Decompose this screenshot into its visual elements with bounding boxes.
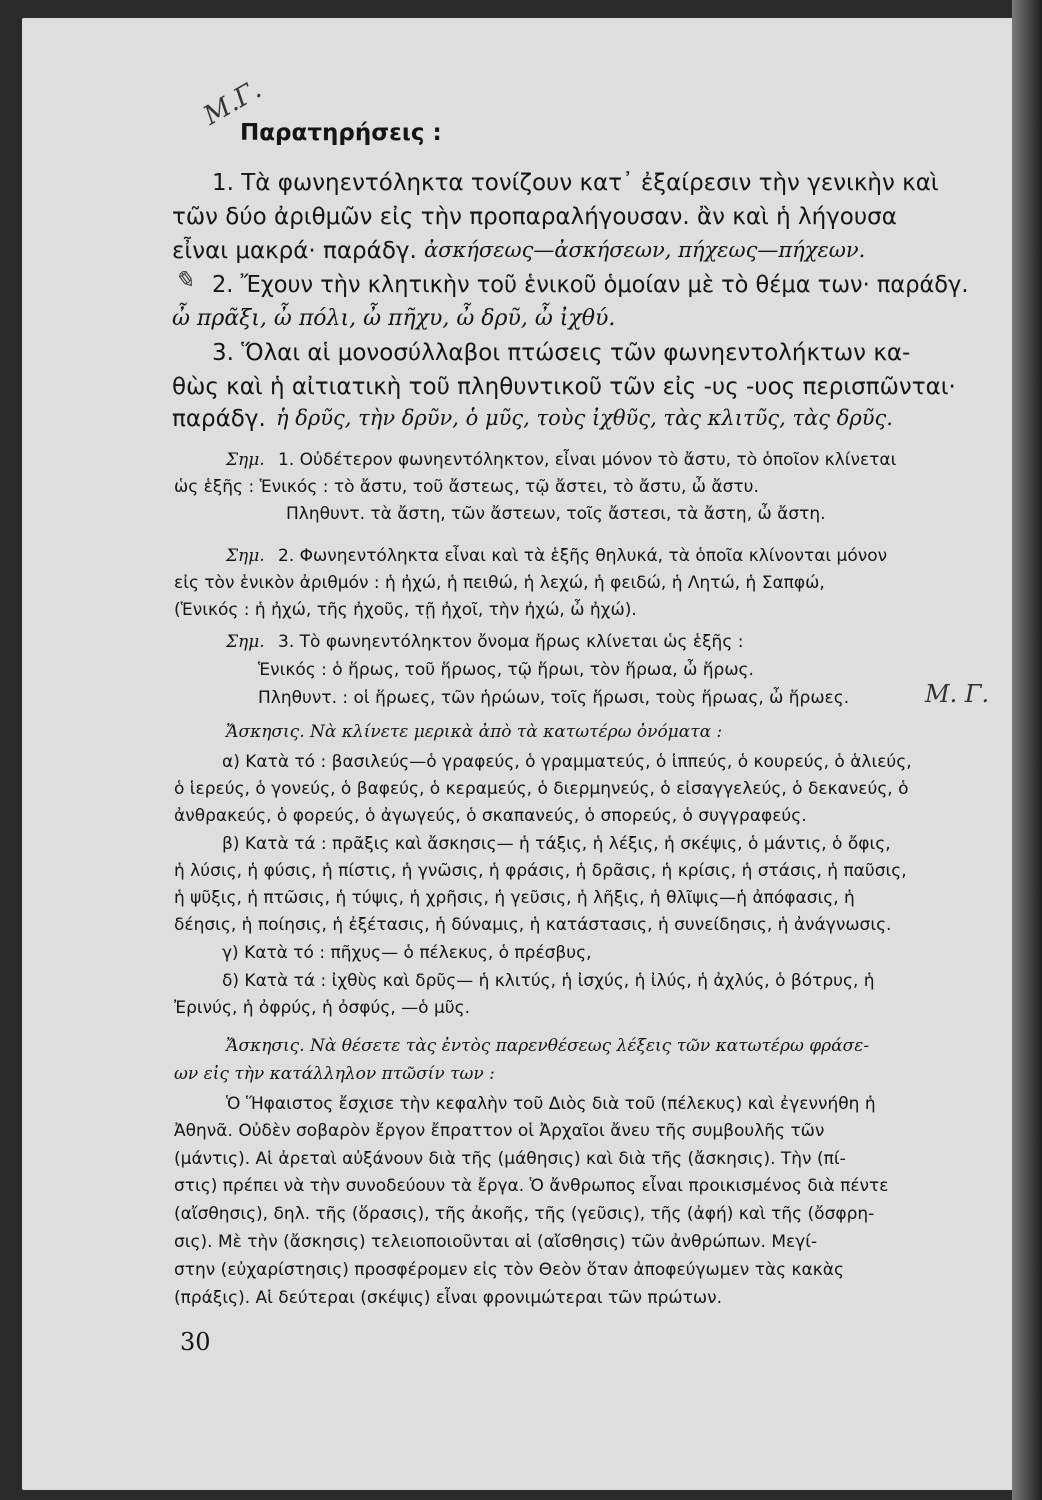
handwritten-initials-top: Μ.Γ.: [198, 74, 267, 132]
note2-line-3: (Ἑνικός : ἡ ἠχώ, τῆς ἠχοῦς, τῇ ἠχοῖ, τὴν ἠχώ, ὦ ἠχώ).: [174, 600, 637, 620]
note3-line-2: Ἑνικός : ὁ ἥρως, τοῦ ἥρωος, τῷ ἥρωι, τὸν ἥρωα, ὦ ἥρως.: [258, 660, 754, 680]
obs3-lead: παράδγ.: [172, 406, 266, 432]
obs2-text: 2. Ἔχουν τὴν κλητικὴν τοῦ ἑνικοῦ ὁμοίαν μὲ τὸ θέμα των· παράδγ.: [212, 272, 969, 298]
exercise2-line-2: Ἀθηνᾶ. Οὐδὲν σοβαρὸν ἔργον ἔπραττον οἱ Ἀρχαῖοι ἄνευ τῆς συμβουλῆς τῶν: [174, 1121, 825, 1141]
exercise1-line-5: ἡ λύσις, ἡ φύσις, ἡ πίστις, ἡ γνῶσις, ἡ φράσις, ἡ δρᾶσις, ἡ κρίσις, ἡ στάσις, ἡ παῦσις,: [174, 861, 907, 881]
exercise1-line-4: β) Κατὰ τά : πρᾶξις καὶ ἄσκησις— ἡ τάξις, ἡ λέξις, ἡ σκέψις, ὁ μάντις, ὁ ὄφις,: [222, 834, 891, 854]
section-heading: Παρατηρήσεις :: [240, 120, 442, 146]
exercise2-title-2: ων εἰς τὴν κατάλληλον πτῶσίν των :: [174, 1064, 495, 1084]
note3-label: Σημ.: [226, 632, 265, 652]
note2-line-2: εἰς τὸν ἑνικὸν ἀριθμόν : ἡ ἠχώ, ἡ πειθώ, ἡ λεχώ, ἡ φειδώ, ἡ Λητώ, ἡ Σαπφώ,: [174, 573, 825, 593]
obs1-line-2: τῶν δύο ἀριθμῶν εἰς τὴν προπαραλήγουσαν. ἂν καὶ ἡ λήγουσα: [172, 204, 897, 230]
obs1-line-3: εἶναι μακρά· παράδγ.: [172, 238, 417, 264]
note3-line-3: Πληθυντ. : οἱ ἥρωες, τῶν ἡρώων, τοῖς ἥρωσι, τοὺς ἥρωας, ὦ ἥρωες.: [258, 688, 850, 708]
obs1-examples: ἀσκήσεως—ἀσκήσεων, πήχεως—πήχεων.: [424, 238, 866, 262]
exercise2-line-8: (πράξις). Αἱ δεύτεραι (σκέψις) εἶναι φρονιμώτεραι τῶν πρώτων.: [174, 1288, 722, 1308]
note3-line-1: 3. Τὸ φωνηεντόληκτον ὄνομα ἥρως κλίνεται ὡς ἑξῆς :: [278, 632, 744, 652]
note2-line-1: 2. Φωνηεντόληκτα εἶναι καὶ τὰ ἑξῆς θηλυκά, τὰ ὁποῖα κλίνονται μόνον: [278, 546, 888, 566]
handwritten-initials-right: Μ. Γ.: [925, 680, 990, 708]
exercise1-line-2: ὁ ἱερεύς, ὁ γονεύς, ὁ βαφεύς, ὁ κεραμεύς, ὁ διερμηνεύς, ὁ εἰσαγγελεύς, ὁ δεκανεύς, ὁ: [174, 779, 909, 799]
exercise1-line-3: ἀνθρακεύς, ὁ φορεύς, ὁ ἀγωγεύς, ὁ σκαπανεύς, ὁ σπορεύς, ὁ συγγραφεύς.: [174, 806, 807, 826]
exercise1-line-9: δ) Κατὰ τά : ἰχθὺς καὶ δρῦς— ἡ κλιτύς, ἡ ἰσχύς, ἡ ἰλύς, ἡ ἀχλύς, ὁ βότρυς, ἡ: [222, 971, 875, 991]
exercise2-title-1: Ἄσκησις. Νὰ θέσετε τὰς ἐντὸς παρενθέσεως λέξεις τῶν κατωτέρω φράσε-: [226, 1036, 870, 1056]
exercise1-line-6: ἡ ψῦξις, ἡ πτῶσις, ἡ τύψις, ἡ χρῆσις, ἡ γεῦσις, ἡ λῆξις, ἡ θλῖψις—ἡ ἀπόφασις, ἡ: [174, 888, 855, 908]
exercise2-line-7: στην (εὐχαρίστησις) προσφέρομεν εἰς τὸν Θεὸν ὅταν ἀποφεύγωμεν τὰς κακὰς: [174, 1260, 844, 1280]
exercise2-line-6: σις). Μὲ τὴν (ἄσκησις) τελειοποιοῦνται αἱ (αἴσθησις) τῶν ἀνθρώπων. Μεγί-: [174, 1232, 818, 1252]
exercise2-line-3: (μάντις). Αἱ ἀρεταὶ αὐξάνουν διὰ τῆς (μάθησις) καὶ διὰ τῆς (ἄσκησις). Τὴν (πί-: [174, 1149, 846, 1169]
exercise1-title: Ἄσκησις. Νὰ κλίνετε μερικὰ ἀπὸ τὰ κατωτέρω ὀνόματα :: [226, 722, 723, 742]
handwritten-mark-obs2: ✎: [174, 266, 195, 294]
note1-line-2: ὡς ἑξῆς : Ἑνικός : τὸ ἄστυ, τοῦ ἄστεως, τῷ ἄστει, τὸ ἄστυ, ὦ ἄστυ.: [174, 477, 759, 497]
note1-line-1: 1. Οὐδέτερον φωνηεντόληκτον, εἶναι μόνον τὸ ἄστυ, τὸ ὁποῖον κλίνεται: [278, 450, 897, 470]
page-number: 30: [180, 1328, 211, 1356]
note1-label: Σημ.: [226, 450, 265, 470]
note1-line-3: Πληθυντ. τὰ ἄστη, τῶν ἄστεων, τοῖς ἄστεσι, τὰ ἄστη, ὦ ἄστη.: [286, 504, 826, 524]
note2-label: Σημ.: [226, 546, 265, 566]
obs3-line-2: θὼς καὶ ἡ αἰτιατικὴ τοῦ πληθυντικοῦ τῶν εἰς -υς -υος περισπῶνται·: [172, 374, 956, 400]
exercise1-line-8: γ) Κατὰ τό : πῆχυς— ὁ πέλεκυς, ὁ πρέσβυς,: [222, 943, 592, 963]
exercise2-line-4: στις) πρέπει νὰ τὴν συνοδεύουν τὰ ἔργα. Ὁ ἄνθρωπος εἶναι προικισμένος διὰ πέντε: [174, 1176, 889, 1196]
exercise1-line-1: α) Κατὰ τό : βασιλεύς—ὁ γραφεύς, ὁ γραμματεύς, ὁ ἱππεύς, ὁ κουρεύς, ὁ ἁλιεύς,: [222, 752, 912, 772]
obs1-line-1: 1. Τὰ φωνηεντόληκτα τονίζουν κατ᾽ ἐξαίρεσιν τὴν γενικὴν καὶ: [212, 170, 939, 196]
obs3-examples: ἡ δρῦς, τὴν δρῦν, ὁ μῦς, τοὺς ἰχθῦς, τὰς κλιτῦς, τὰς δρῦς.: [276, 406, 893, 430]
exercise2-line-5: (αἴσθησις), δηλ. τῆς (ὅρασις), τῆς ἀκοῆς, τῆς (γεῦσις), τῆς (ἀφή) καὶ τῆς (ὄσφρη-: [174, 1204, 875, 1224]
page-edge-shadow: [1012, 0, 1042, 1500]
exercise2-line-1: Ὁ Ἥφαιστος ἔσχισε τὴν κεφαλὴν τοῦ Διὸς διὰ τοῦ (πέλεκυς) καὶ ἐγεννήθη ἡ: [226, 1094, 876, 1114]
exercise1-line-7: δέησις, ἡ ποίησις, ἡ ἐξέτασις, ἡ δύναμις, ἡ κατάστασις, ἡ συνείδησις, ἡ ἀνάγνωσις.: [174, 915, 892, 935]
obs3-line-1: 3. Ὅλαι αἱ μονοσύλλαβοι πτώσεις τῶν φωνηεντολήκτων κα-: [212, 340, 911, 366]
obs2-examples: ὦ πρᾶξι, ὦ πόλι, ὦ πῆχυ, ὦ δρῦ, ὦ ἰχθύ.: [172, 306, 616, 331]
exercise1-line-10: Ἐρινύς, ἡ ὀφρύς, ἡ ὀσφύς, —ὁ μῦς.: [174, 998, 470, 1018]
